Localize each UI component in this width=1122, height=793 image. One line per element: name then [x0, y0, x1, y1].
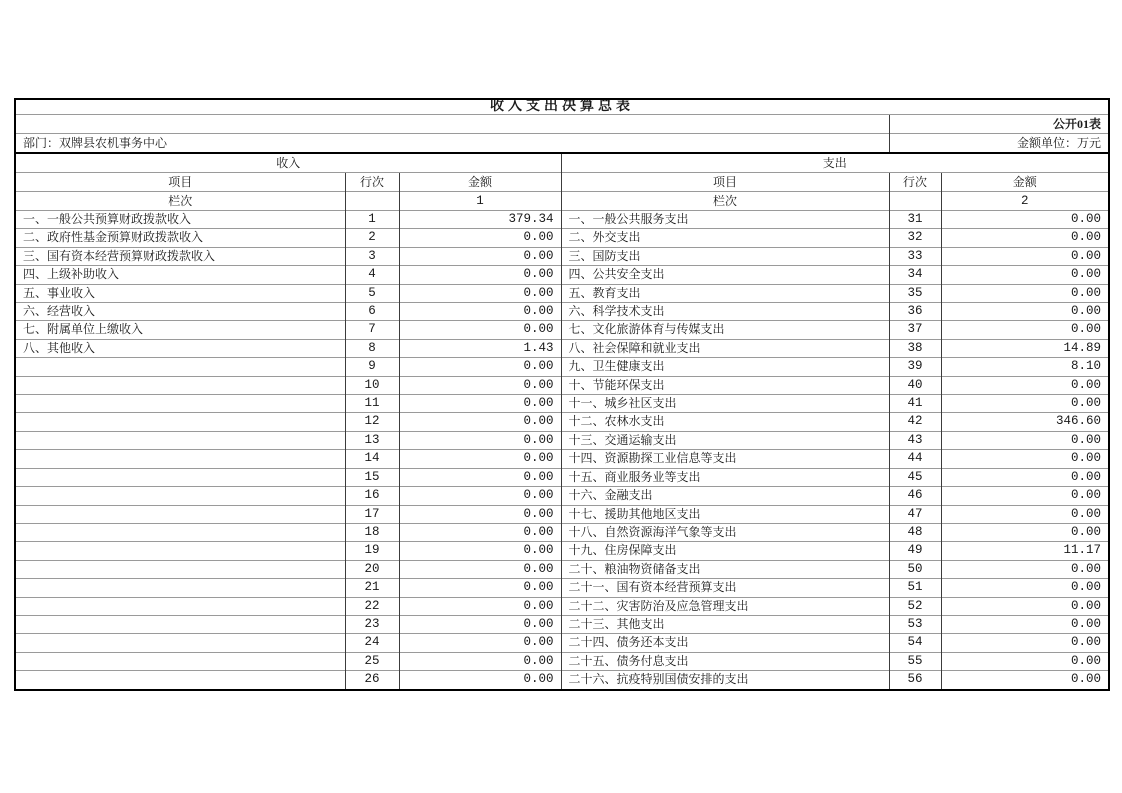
expenditure-line-no-cell: 47	[889, 505, 941, 523]
expenditure-line-no-cell: 50	[889, 560, 941, 578]
income-amount-cell: 0.00	[399, 358, 561, 376]
income-item-cell	[15, 542, 345, 560]
expenditure-item-cell: 九、卫生健康支出	[561, 358, 889, 376]
table-row	[15, 303, 1109, 321]
expenditure-item-cell: 二十五、债务付息支出	[561, 652, 889, 670]
table-row	[15, 395, 1109, 413]
table-row	[15, 376, 1109, 394]
table-row	[15, 211, 1109, 229]
table-row	[15, 634, 1109, 652]
expenditure-item-cell: 一、一般公共服务支出	[561, 211, 889, 229]
expenditure-amount-cell: 0.00	[941, 395, 1109, 413]
expenditure-amount-cell: 0.00	[941, 266, 1109, 284]
income-amount-cell: 0.00	[399, 376, 561, 394]
amount-unit-label: 金额单位：万元	[889, 134, 1109, 154]
expenditure-item-cell: 六、科学技术支出	[561, 303, 889, 321]
expenditure-column-index-value: 2	[941, 192, 1109, 211]
column-index-row	[15, 192, 1109, 211]
expenditure-amount-cell: 0.00	[941, 284, 1109, 302]
expenditure-item-cell: 七、文化旅游体育与传媒支出	[561, 321, 889, 339]
income-item-cell	[15, 615, 345, 633]
income-amount-cell: 0.00	[399, 523, 561, 541]
income-line-no-cell: 23	[345, 615, 399, 633]
table-row	[15, 579, 1109, 597]
expenditure-item-cell: 二十、粮油物资储备支出	[561, 560, 889, 578]
expenditure-line-no-cell: 31	[889, 211, 941, 229]
expenditure-column-index-label: 栏次	[561, 192, 889, 211]
income-line-no-cell: 11	[345, 395, 399, 413]
expenditure-amount-cell: 0.00	[941, 579, 1109, 597]
income-amount-cell: 0.00	[399, 652, 561, 670]
table-row	[15, 542, 1109, 560]
expenditure-amount-cell: 0.00	[941, 229, 1109, 247]
income-line-no-cell: 5	[345, 284, 399, 302]
income-item-cell	[15, 523, 345, 541]
income-item-cell: 四、上级补助收入	[15, 266, 345, 284]
income-amount-cell: 0.00	[399, 468, 561, 486]
income-amount-cell: 0.00	[399, 431, 561, 449]
expenditure-amount-cell: 0.00	[941, 523, 1109, 541]
table-row	[15, 431, 1109, 449]
expenditure-amount-cell: 0.00	[941, 321, 1109, 339]
expenditure-line-no-cell: 33	[889, 247, 941, 265]
income-item-cell: 六、经营收入	[15, 303, 345, 321]
income-line-no-cell: 8	[345, 339, 399, 357]
income-line-no-cell: 7	[345, 321, 399, 339]
income-amount-cell: 1.43	[399, 339, 561, 357]
expenditure-line-no-cell: 55	[889, 652, 941, 670]
income-item-cell	[15, 579, 345, 597]
table-body-section	[15, 211, 1109, 690]
income-line-no-cell: 10	[345, 376, 399, 394]
income-column-index-spacer	[345, 192, 399, 211]
expenditure-item-cell: 十七、援助其他地区支出	[561, 505, 889, 523]
expenditure-line-no-cell: 40	[889, 376, 941, 394]
expenditure-item-cell: 四、公共安全支出	[561, 266, 889, 284]
income-item-cell: 七、附属单位上缴收入	[15, 321, 345, 339]
expenditure-amount-cell: 0.00	[941, 376, 1109, 394]
expenditure-amount-cell: 0.00	[941, 634, 1109, 652]
section-header-row	[15, 153, 1109, 173]
income-amount-cell: 0.00	[399, 303, 561, 321]
expenditure-item-cell: 十一、城乡社区支出	[561, 395, 889, 413]
column-header-row	[15, 173, 1109, 192]
expenditure-amount-cell: 0.00	[941, 431, 1109, 449]
expenditure-item-cell: 二十一、国有资本经营预算支出	[561, 579, 889, 597]
income-line-no-cell: 26	[345, 671, 399, 690]
expenditure-line-no-cell: 44	[889, 450, 941, 468]
income-line-no-cell: 24	[345, 634, 399, 652]
income-line-no-cell: 4	[345, 266, 399, 284]
expenditure-amount-cell: 0.00	[941, 450, 1109, 468]
department-row	[15, 134, 1109, 154]
expenditure-line-no-cell: 51	[889, 579, 941, 597]
expenditure-item-cell: 二、外交支出	[561, 229, 889, 247]
income-amount-cell: 0.00	[399, 671, 561, 690]
expenditure-item-cell: 三、国防支出	[561, 247, 889, 265]
expenditure-line-no-cell: 35	[889, 284, 941, 302]
expenditure-item-cell: 十九、住房保障支出	[561, 542, 889, 560]
table-code-spacer-cell	[15, 115, 889, 134]
expenditure-amount-cell: 0.00	[941, 303, 1109, 321]
expenditure-line-no-cell: 41	[889, 395, 941, 413]
income-line-no-cell: 13	[345, 431, 399, 449]
income-line-no-cell: 9	[345, 358, 399, 376]
expenditure-line-no-cell: 42	[889, 413, 941, 431]
expenditure-line-no-cell: 43	[889, 431, 941, 449]
income-line-no-cell: 21	[345, 579, 399, 597]
table-code-row	[15, 115, 1109, 134]
income-amount-cell: 0.00	[399, 413, 561, 431]
table-row	[15, 487, 1109, 505]
income-item-cell: 八、其他收入	[15, 339, 345, 357]
income-line-no-cell: 14	[345, 450, 399, 468]
expenditure-line-no-cell: 32	[889, 229, 941, 247]
income-item-cell	[15, 358, 345, 376]
income-item-cell	[15, 597, 345, 615]
table-row	[15, 671, 1109, 690]
expenditure-item-cell: 八、社会保障和就业支出	[561, 339, 889, 357]
expenditure-item-cell: 十、节能环保支出	[561, 376, 889, 394]
income-line-no-cell: 25	[345, 652, 399, 670]
expenditure-amount-cell: 0.00	[941, 247, 1109, 265]
final-accounts-table	[14, 98, 1110, 691]
income-item-cell	[15, 450, 345, 468]
income-line-no-cell: 12	[345, 413, 399, 431]
income-line-no-cell: 1	[345, 211, 399, 229]
income-amount-cell: 0.00	[399, 560, 561, 578]
expenditure-line-no-cell: 54	[889, 634, 941, 652]
expenditure-item-header: 项目	[561, 173, 889, 192]
table-row	[15, 229, 1109, 247]
income-item-cell	[15, 468, 345, 486]
income-item-cell	[15, 652, 345, 670]
income-section-header: 收入	[15, 153, 561, 173]
expenditure-line-no-header: 行次	[889, 173, 941, 192]
income-item-cell	[15, 413, 345, 431]
income-amount-cell: 0.00	[399, 321, 561, 339]
expenditure-amount-cell: 0.00	[941, 211, 1109, 229]
table-row	[15, 450, 1109, 468]
expenditure-item-cell: 十八、自然资源海洋气象等支出	[561, 523, 889, 541]
expenditure-amount-header: 金额	[941, 173, 1109, 192]
table-row	[15, 615, 1109, 633]
expenditure-line-no-cell: 39	[889, 358, 941, 376]
income-item-cell: 二、政府性基金预算财政拨款收入	[15, 229, 345, 247]
table-row	[15, 505, 1109, 523]
income-amount-cell: 0.00	[399, 395, 561, 413]
table-row	[15, 358, 1109, 376]
expenditure-line-no-cell: 49	[889, 542, 941, 560]
table-row	[15, 284, 1109, 302]
income-line-no-cell: 6	[345, 303, 399, 321]
income-item-cell	[15, 505, 345, 523]
income-item-header: 项目	[15, 173, 345, 192]
income-item-cell: 五、事业收入	[15, 284, 345, 302]
income-amount-cell: 0.00	[399, 542, 561, 560]
income-amount-cell: 0.00	[399, 266, 561, 284]
income-line-no-cell: 16	[345, 487, 399, 505]
table-row	[15, 247, 1109, 265]
expenditure-amount-cell: 0.00	[941, 560, 1109, 578]
table-header-section	[15, 99, 1109, 211]
expenditure-amount-cell: 346.60	[941, 413, 1109, 431]
income-amount-cell: 0.00	[399, 284, 561, 302]
expenditure-line-no-cell: 37	[889, 321, 941, 339]
expenditure-line-no-cell: 53	[889, 615, 941, 633]
table-code-label: 公开01表	[889, 115, 1109, 134]
income-line-no-cell: 20	[345, 560, 399, 578]
income-line-no-header: 行次	[345, 173, 399, 192]
income-amount-cell: 0.00	[399, 229, 561, 247]
expenditure-amount-cell: 0.00	[941, 652, 1109, 670]
page-title: 收入支出决算总表	[15, 99, 1109, 115]
expenditure-amount-cell: 14.89	[941, 339, 1109, 357]
income-item-cell	[15, 560, 345, 578]
income-amount-header: 金额	[399, 173, 561, 192]
income-line-no-cell: 17	[345, 505, 399, 523]
table-row	[15, 597, 1109, 615]
income-line-no-cell: 18	[345, 523, 399, 541]
table-row	[15, 652, 1109, 670]
income-amount-cell: 0.00	[399, 615, 561, 633]
table-row	[15, 523, 1109, 541]
income-item-cell	[15, 671, 345, 690]
expenditure-item-cell: 二十四、债务还本支出	[561, 634, 889, 652]
expenditure-line-no-cell: 45	[889, 468, 941, 486]
table-row	[15, 468, 1109, 486]
income-column-index-value: 1	[399, 192, 561, 211]
income-item-cell	[15, 487, 345, 505]
income-amount-cell: 379.34	[399, 211, 561, 229]
table-row	[15, 339, 1109, 357]
expenditure-line-no-cell: 52	[889, 597, 941, 615]
income-item-cell	[15, 376, 345, 394]
expenditure-amount-cell: 0.00	[941, 615, 1109, 633]
income-amount-cell: 0.00	[399, 450, 561, 468]
expenditure-line-no-cell: 56	[889, 671, 941, 690]
table-row	[15, 413, 1109, 431]
income-item-cell	[15, 634, 345, 652]
income-line-no-cell: 2	[345, 229, 399, 247]
income-amount-cell: 0.00	[399, 579, 561, 597]
expenditure-column-index-spacer	[889, 192, 941, 211]
table-row	[15, 560, 1109, 578]
expenditure-line-no-cell: 46	[889, 487, 941, 505]
expenditure-item-cell: 五、教育支出	[561, 284, 889, 302]
expenditure-line-no-cell: 34	[889, 266, 941, 284]
expenditure-amount-cell: 0.00	[941, 671, 1109, 690]
income-item-cell	[15, 395, 345, 413]
expenditure-item-cell: 十二、农林水支出	[561, 413, 889, 431]
expenditure-line-no-cell: 38	[889, 339, 941, 357]
table-row	[15, 321, 1109, 339]
income-item-cell	[15, 431, 345, 449]
expenditure-line-no-cell: 36	[889, 303, 941, 321]
income-amount-cell: 0.00	[399, 487, 561, 505]
expenditure-amount-cell: 0.00	[941, 505, 1109, 523]
income-line-no-cell: 3	[345, 247, 399, 265]
expenditure-item-cell: 十四、资源勘探工业信息等支出	[561, 450, 889, 468]
expenditure-amount-cell: 0.00	[941, 468, 1109, 486]
expenditure-item-cell: 十五、商业服务业等支出	[561, 468, 889, 486]
income-line-no-cell: 22	[345, 597, 399, 615]
income-item-cell: 三、国有资本经营预算财政拨款收入	[15, 247, 345, 265]
expenditure-amount-cell: 11.17	[941, 542, 1109, 560]
income-item-cell: 一、一般公共预算财政拨款收入	[15, 211, 345, 229]
department-label: 部门：双牌县农机事务中心	[15, 134, 889, 154]
income-column-index-label: 栏次	[15, 192, 345, 211]
expenditure-item-cell: 十三、交通运输支出	[561, 431, 889, 449]
income-line-no-cell: 15	[345, 468, 399, 486]
expenditure-line-no-cell: 48	[889, 523, 941, 541]
table-row	[15, 266, 1109, 284]
income-line-no-cell: 19	[345, 542, 399, 560]
income-amount-cell: 0.00	[399, 247, 561, 265]
expenditure-item-cell: 二十六、抗疫特别国债安排的支出	[561, 671, 889, 690]
expenditure-amount-cell: 0.00	[941, 487, 1109, 505]
income-amount-cell: 0.00	[399, 505, 561, 523]
title-row	[15, 99, 1109, 115]
income-amount-cell: 0.00	[399, 634, 561, 652]
expenditure-amount-cell: 8.10	[941, 358, 1109, 376]
expenditure-item-cell: 二十二、灾害防治及应急管理支出	[561, 597, 889, 615]
expenditure-section-header: 支出	[561, 153, 1109, 173]
expenditure-item-cell: 二十三、其他支出	[561, 615, 889, 633]
expenditure-amount-cell: 0.00	[941, 597, 1109, 615]
income-amount-cell: 0.00	[399, 597, 561, 615]
expenditure-item-cell: 十六、金融支出	[561, 487, 889, 505]
